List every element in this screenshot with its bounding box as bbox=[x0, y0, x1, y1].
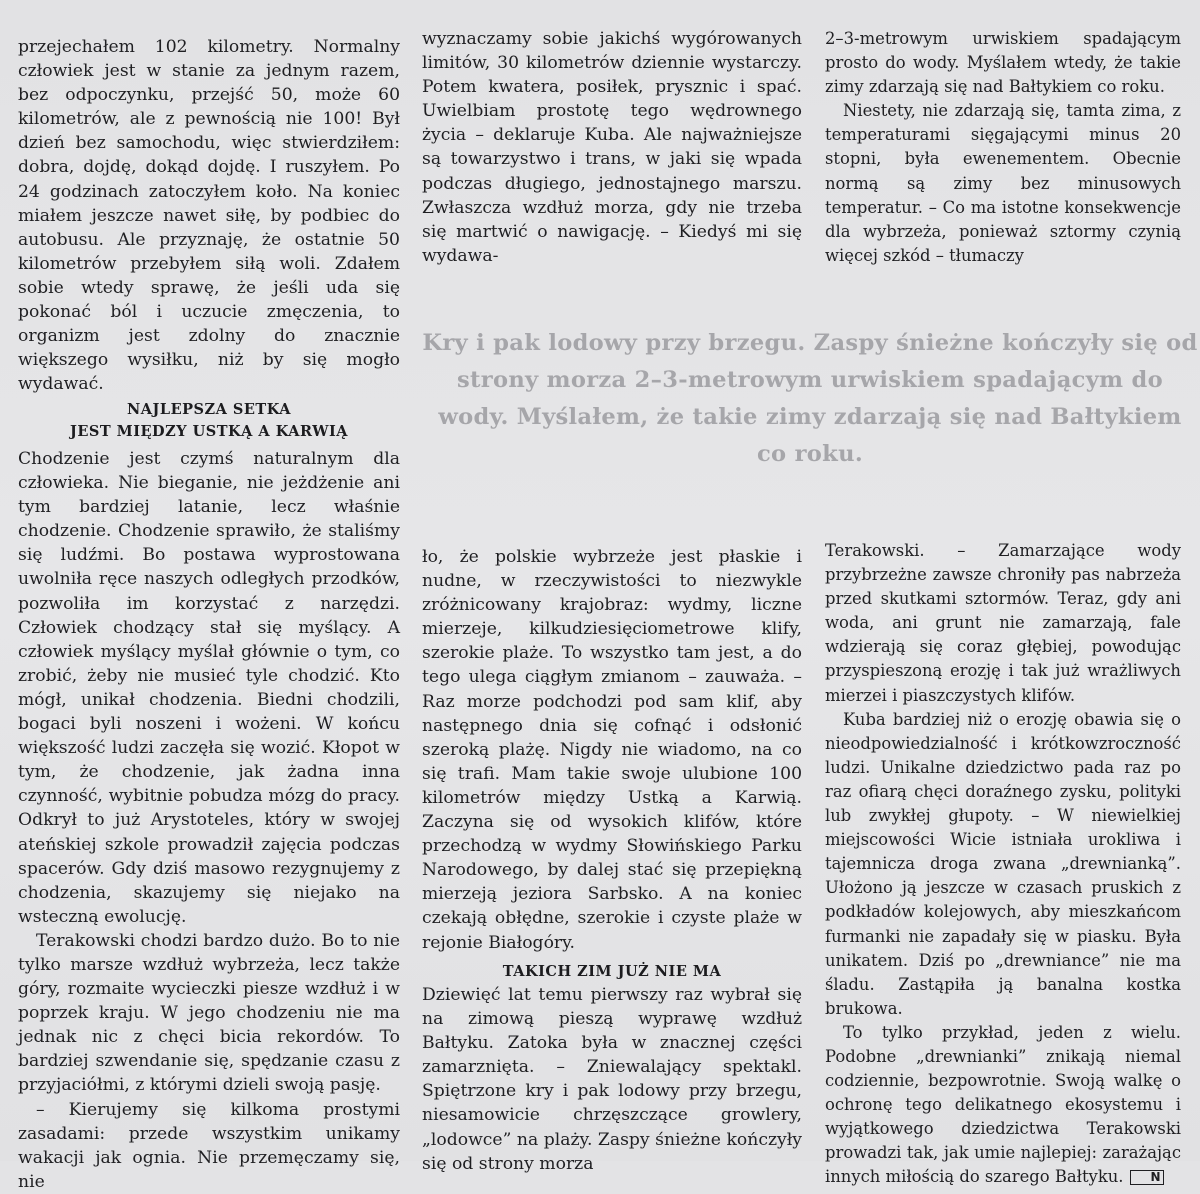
paragraph: przejechałem 102 kilometry. Normalny człowiek jest w stanie za jednym razem, bez odpoczynku, przejść 50, może 60 kilometrów, ale z pewnością nie 100! Był dzień bez samochodu, więc stwierdziłem: dobra, dojdę, dokąd dojdę. I ruszyłem. Po 24 godzinach zatoczyłem koło. Na koniec miałem jeszcze nawet siłę, by podbiec do autobusu. Ale przyznaję, że ostatnie 50 kilometrów przebyłem siłą woli. Zdałem sobie wtedy sprawę, że jeśli uda się pokonać ból i uczucie zmęczenia, to organizm jest zdolny do znacznie większego wysiłku, niż by się mogło wydawać. bbox=[18, 37, 400, 395]
column-2-top bbox=[422, 27, 802, 268]
column-1-bottom bbox=[18, 447, 400, 1194]
paragraph-text: To tylko przykład, jeden z wielu. Podobne „drewnianki” znikają niemal codziennie, bezpowrotnie. Swoją walkę o ochronę tego delikatnego ekosystemu i wyjątkowego dziedzictwa Terakowski prowadzi tak, jak umie najlepiej: zarażając innych miłością do szarego Bałtyku. bbox=[825, 1022, 1181, 1187]
paragraph: Kuba bardziej niż o erozję obawia się o nieodpowiedzialność i krótkowzroczność ludzi. Unikalne dziedzictwo pada raz po raz ofiarą chęci doraźnego zysku, polityki lub zwykłej głupoty. – W niewielkiej miejscowości Wicie istniała urokliwa i tajemnicza droga zwana „drewnianką”. Ułożono ją jeszcze w czasach pruskich z podkładów kolejowych, aby mieszkańcom furmanki nie zapadały się w piasku. Była unikatem. Dziś po „drewniance” nie ma śladu. Zastąpiła ją banalna kostka brukowa. bbox=[825, 709, 1181, 1018]
paragraph: – Kierujemy się kilkoma prostymi zasadami: przede wszystkim unikamy wakacji jak ognia. Nie przemęczamy się, nie bbox=[18, 1099, 400, 1192]
paragraph: wyznaczamy sobie jakichś wygórowanych limitów, 30 kilometrów dziennie wystarczy. Potem kwatera, posiłek, prysznic i spać. Uwielbiam prostotę tego wędrownego życia – deklaruje Kuba. Ale najważniejsze są towarzystwo i trans, w jaki się wpada podczas długiego, jednostajnego marszu. Zwłaszcza wzdłuż morza, gdy nie trzeba się martwić o nawigację. – Kiedyś mi się wydawa- bbox=[422, 29, 802, 266]
paragraph: 2–3-metrowym urwiskiem spadającym prosto do wody. Myślałem wtedy, że takie zimy zdarzają się nad Bałtykiem co roku. bbox=[825, 29, 1181, 97]
heading-line: NAJLEPSZA SETKA bbox=[127, 401, 291, 418]
paragraph: Terakowski. – Zamarzające wody przybrzeżne zawsze chroniły pas nabrzeża przed skutkami sztormów. Teraz, gdy ani woda, ani grunt nie zamarzają, fale wdzierają się coraz głębiej, powodując przyspieszoną erozję i tak już wrażliwych mierzei i piaszczystych klifów. bbox=[825, 541, 1181, 705]
end-of-article-mark: N bbox=[1130, 1170, 1164, 1185]
paragraph: Dziewięć lat temu pierwszy raz wybrał się na zimową pieszą wyprawę wzdłuż Bałtyku. Zatoka była w znacznej części zamarznięta. – Zniewalający spektakl. Spiętrzone kry i pak lodowy przy brzegu, niesamowicie chrzęszczące growlery, „lodowce” na plaży. Zaspy śnieżne kończyły się od strony morza bbox=[422, 985, 802, 1174]
column-2-bottom bbox=[422, 545, 802, 955]
paragraph: ło, że polskie wybrzeże jest płaskie i nudne, w rzeczywistości to niezwykle zróżnicowany krajobraz: wydmy, liczne mierzeje, kilkudziesięciometrowe klify, szerokie plaże. To wszystko tam jest, a do tego ulega ciągłym zmianom – zauważa. – Raz morze podchodzi pod sam klif, aby następnego dnia się cofnąć i odsłonić szeroką plażę. Nigdy nie wiadomo, na co się trafi. Mam takie swoje ulubione 100 kilometrów między Ustką a Karwią. Zaczyna się od wysokich klifów, które przechodzą w wydmy Słowińskiego Parku Narodowego, by dalej stać się przepiękną mierzeją jeziora Sarbsko. A na koniec czekają obłędne, szerokie i czyste plaże w rejonie Białogóry. bbox=[422, 547, 802, 953]
paragraph bbox=[825, 1021, 1181, 1190]
column-3-bottom bbox=[825, 539, 1181, 1190]
section-heading-2: TAKICH ZIM JUŻ NIE MA bbox=[502, 963, 722, 980]
column-2-end bbox=[422, 983, 802, 1176]
column-1-top bbox=[18, 35, 400, 396]
pull-quote: Kry i pak lodowy przy brzegu. Zaspy śnieżne kończyły się od strony morza 2–3-metrowym urwiskiem spadającym do wody. Myślałem, że takie zimy zdarzają się nad Bałtykiem co roku. bbox=[422, 330, 1198, 467]
paragraph: Terakowski chodzi bardzo dużo. Bo to nie tylko marsze wzdłuż wybrzeża, lecz także góry, rozmaite wycieczki piesze wzdłuż i w poprzek kraju. W jego chodzeniu nie ma jednak nic z chęci bicia rekordów. To bardziej szwendanie się, spędzanie czasu z przyjaciółmi, z którymi dzieli swoją pasję. bbox=[18, 930, 400, 1096]
heading-line: JEST MIĘDZY USTKĄ A KARWIĄ bbox=[69, 423, 349, 440]
column-3-top bbox=[825, 27, 1181, 268]
paragraph: Chodzenie jest czymś naturalnym dla człowieka. Nie bieganie, nie jeżdżenie ani tym bardziej latanie, lecz właśnie chodzenie. Chodzenie sprawiło, że staliśmy się ludźmi. Bo postawa wyprostowana uwolniła ręce naszych odległych przodków, pozwoliła im korzystać z narzędzi. Człowiek chodzący stał się myślący. A człowiek myślący myślał głównie o tym, co zrobić, żeby nie musieć tyle chodzić. Kto mógł, unikał chodzenia. Biedni chodzili, bogaci byli noszeni i wożeni. W końcu większość ludzi zaczęła się wozić. Kłopot w tym, że chodzenie, jak żadna inna czynność, wybitnie pobudza mózg do pracy. Odkrył to już Arystoteles, który w swojej ateńskiej szkole prowadził zajęcia podczas spacerów. Gdy dziś masowo rezygnujemy z chodzenia, skazujemy się niejako na wsteczną ewolucję. bbox=[18, 449, 400, 927]
section-heading-1 bbox=[18, 399, 400, 443]
paragraph: Niestety, nie zdarzają się, tamta zima, z temperaturami sięgającymi minus 20 stopni, była ewenementem. Obecnie normą są zimy bez minusowych temperatur. – Co ma istotne konsekwencje dla wybrzeża, ponieważ sztormy czynią więcej szkód – tłumaczy bbox=[825, 101, 1181, 265]
